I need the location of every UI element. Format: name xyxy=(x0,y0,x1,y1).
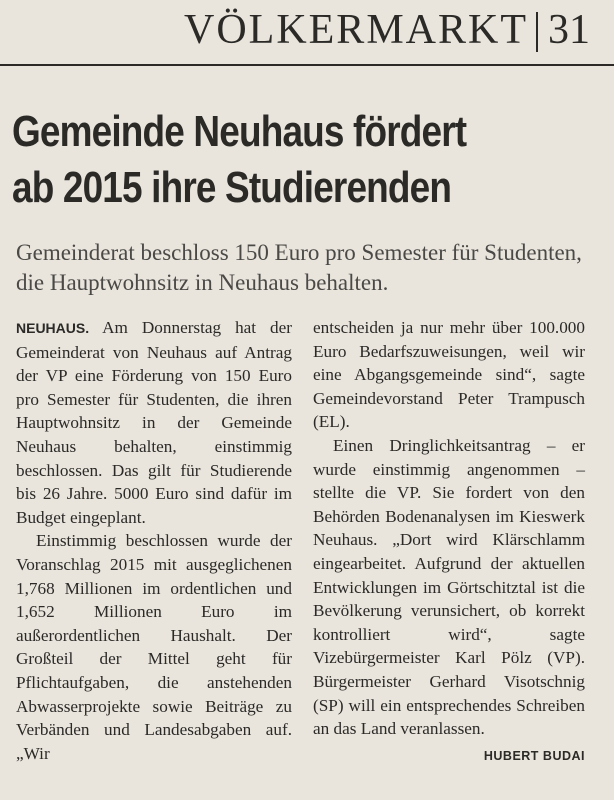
header-separator xyxy=(536,12,538,52)
paragraph-4 xyxy=(313,434,585,763)
article-headline xyxy=(12,104,600,216)
paragraph-4-text: Einen Dringlichkeitsantrag – er wurde einstimmig angenommen – stellte die VP. Sie fordert von den Behörden Bodenanalysen im Kieswerk Neuhaus. „Dort wird Klärschlamm eingearbeitet. Aufgrund der aktuellen Entwicklungen im Görtschitztal ist die Bevölkerung verunsichert, ob korrekt kontrolliert wird“, sagte Vizebürgermeister Karl Pölz (VP). Bürgermeister Gerhard Visotschnig (SP) will ein entsprechendes Schreiben an das Land veranlassen. xyxy=(313,435,585,739)
page-header xyxy=(0,0,614,62)
page-number: 31 xyxy=(548,7,590,53)
paragraph-3: entscheiden ja nur mehr über 100.000 Euro Bedarfszuweisungen, weil wir eine Abgangsgemeinde sind“, sagte Gemeindevorstand Peter Trampusch (EL). xyxy=(313,318,585,432)
article-column-right xyxy=(313,316,585,768)
headline-line-1: Gemeinde Neuhaus fördert xyxy=(12,107,467,156)
article-column-left xyxy=(16,316,292,765)
dateline: NEUHAUS. xyxy=(16,320,90,336)
paragraph-1 xyxy=(16,316,292,529)
paragraph-1-text: Am Donnerstag hat der Gemeinderat von Neuhaus auf Antrag der VP eine Förderung von 150 Euro pro Semester für Studenten, die ihren Hauptwohnsitz in der Gemeinde Neuhaus behalten, einstimmig beschlossen. Das gilt für Studierende bis 26 Jahre. 5000 Euro sind dafür im Budget eingeplant. xyxy=(16,318,292,527)
paragraph-2: Einstimmig beschlossen wurde der Voranschlag 2015 mit ausgeglichenen 1,768 Millionen im ordentlichen und 1,652 Millionen Euro im außerordentlichen Haushalt. Der Großteil der Mittel geht für Pflichtaufgaben, die anstehenden Abwasserprojekte sowie Beiträge zu Verbänden und Landesabgaben auf. „Wir xyxy=(16,531,292,763)
author-byline: HUBERT BUDAI xyxy=(483,748,585,763)
headline-line-2: ab 2015 ihre Studierenden xyxy=(12,163,452,212)
article-subhead: Gemeinderat beschloss 150 Euro pro Semester für Studenten, die Hauptwohnsitz in Neuhaus behalten. xyxy=(16,240,582,295)
section-title: VÖLKERMARKT xyxy=(184,7,528,53)
header-rule xyxy=(0,64,614,66)
